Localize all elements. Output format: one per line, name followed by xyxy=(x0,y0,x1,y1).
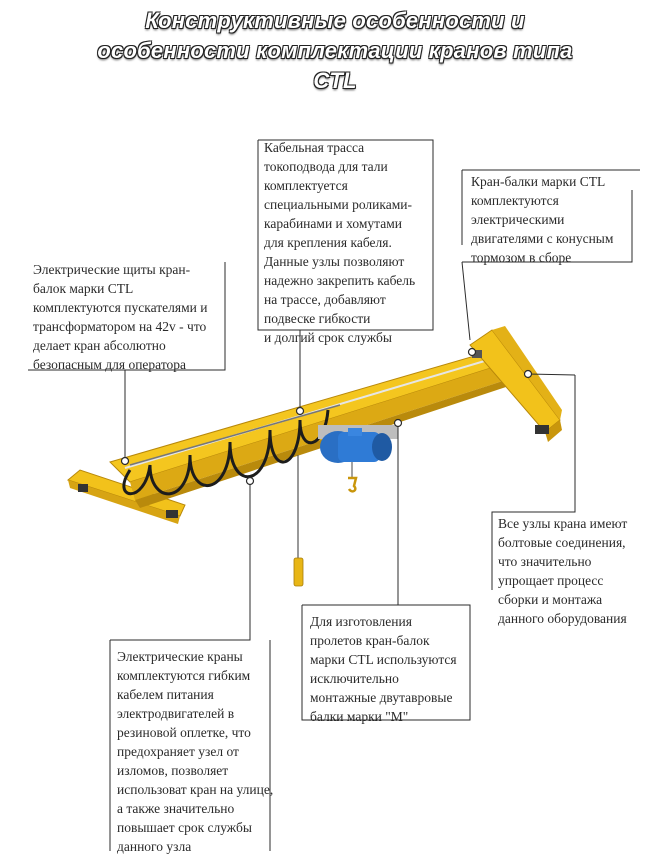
callout-beams: Для изготовления пролетов кран-балок марки CTL используются исключительно монтажные двутавровые балки марки "М" xyxy=(310,614,457,724)
callout-panels: Электрические щиты кран- балок марки CTL комплектуются пускателями и трансформатором на 42v - что делает кран абсолютно безопасным для оператора xyxy=(33,262,208,372)
callout-bolted: Все узлы крана имеют болтовые соединения, что значительно упрощает процесс сборки и монтажа данного оборудования xyxy=(498,516,628,626)
hook xyxy=(348,478,356,491)
hoist-motor xyxy=(318,425,398,463)
callout-motors: Кран-балки марки CTL комплектуются электрическими двигателями с конусным тормозом в сборе xyxy=(471,174,614,265)
title-line-1: Конструктивные особенности и xyxy=(145,8,525,33)
callout-cable-route: Кабельная трасса токоподвода для тали комплектуется специальными роликами- карабинами и хомутами для крепления кабеля. Данные узлы позволяют надежно закрепить кабель на трассе, добавляют подвеске гибкости и долгий срок службы xyxy=(264,140,416,345)
pendant-control xyxy=(294,558,303,586)
title-line-3: CTL xyxy=(313,68,357,93)
title-line-2: особенности комплектации кранов типа xyxy=(97,38,573,63)
callout-flex-cable: Электрические краны комплектуются гибким кабелем питания электродвигателей в резиновой оплетке, что предохраняет узел от изломов, позволяет использоват кран на улице, а также значительно повышает срок службы данного узла xyxy=(117,649,274,854)
